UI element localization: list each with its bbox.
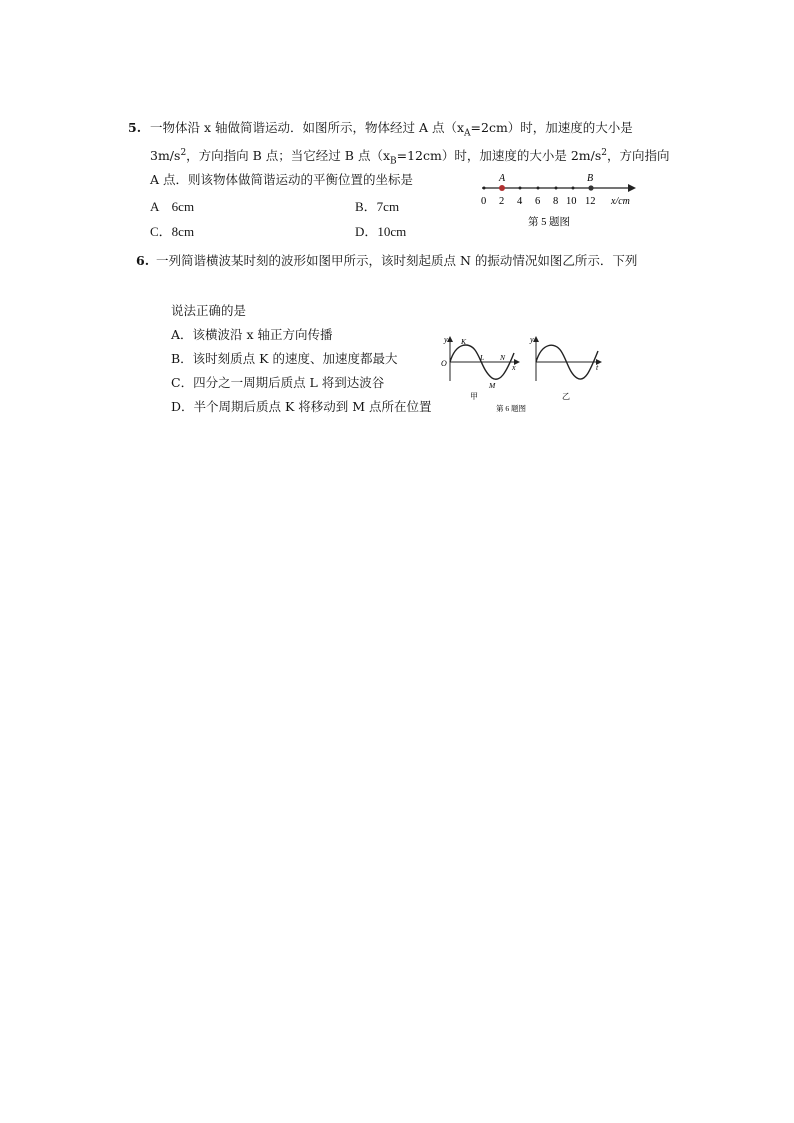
right-t-label: t: [596, 363, 599, 372]
q5-line-1-sub: A: [464, 128, 471, 139]
left-origin-label: O: [441, 359, 447, 368]
graph-jia-label: 甲: [470, 392, 478, 401]
tick-label-2: 2: [499, 196, 505, 207]
q5-number: 5.: [128, 120, 142, 135]
tick-label-4: 4: [517, 196, 523, 207]
q5-line-2: [150, 146, 670, 167]
tick-label-12: 12: [585, 196, 596, 207]
q5-line-2-d: ，方向指向: [607, 148, 670, 163]
q6-line-1: 一列简谐横波某时刻的波形如图甲所示，该时刻起质点 N 的振动情况如图乙所示．下列: [156, 253, 638, 268]
axis-arrow-icon: [628, 184, 636, 192]
left-y-label: y: [444, 335, 448, 344]
q5-option-a[interactable]: A 6cm: [150, 199, 195, 214]
q6-option-a[interactable]: A．该横波沿 x 轴正方向传播: [171, 327, 333, 342]
q5-line-2-b: ，方向指向 B 点；当它经过 B 点（x: [186, 148, 390, 163]
q5-line-1-text: 一物体沿 x 轴做简谐运动．如图所示，物体经过 A 点（x: [150, 120, 465, 135]
axis-unit-label: x/cm: [611, 196, 630, 207]
left-x-label: x: [512, 363, 516, 372]
q6-option-d[interactable]: D．半个周期后质点 K 将移动到 M 点所在位置: [171, 399, 432, 414]
q6-number: 6.: [136, 253, 150, 268]
figure-5-caption: 第 5 题图: [528, 217, 570, 228]
tick-label-10: 10: [566, 196, 577, 207]
q6-option-b[interactable]: B．该时刻质点 K 的速度、加速度都最大: [171, 351, 398, 366]
q6-line-2: 说法正确的是: [171, 303, 247, 318]
q5-line-2-sub: B: [390, 156, 397, 167]
q5-option-d[interactable]: D．10cm: [355, 224, 407, 239]
q6-option-c[interactable]: C．四分之一周期后质点 L 将到达波谷: [171, 375, 385, 390]
q5-line-2-a: 3m/s: [150, 148, 181, 163]
q5-number-line-figure: [470, 168, 640, 230]
q6-wave-figures: [436, 333, 616, 415]
wave-graph-right: [529, 335, 602, 401]
q5-option-c[interactable]: C．8cm: [150, 224, 195, 239]
tick-label-8: 8: [553, 196, 559, 207]
right-y-label: y: [530, 335, 534, 344]
point-k-label: K: [461, 337, 467, 346]
q5-sup-1: 2: [180, 147, 187, 158]
q5-line-2-c: =12cm）时，加速度的大小是 2m/s: [396, 148, 602, 163]
wave-graph-left: [441, 335, 520, 401]
q5-sup-2: 2: [601, 147, 607, 158]
point-a-label: A: [499, 173, 506, 184]
q5-line-3: A 点．则该物体做简谐运动的平衡位置的坐标是: [150, 172, 414, 187]
graph-yi-label: 乙: [562, 392, 570, 401]
tick-label-6: 6: [535, 196, 541, 207]
q5-line-1-tail: =2cm）时，加速度的大小是: [470, 120, 633, 135]
tick-label-0: 0: [481, 196, 487, 207]
point-l-label: L: [480, 353, 485, 362]
q5-option-b[interactable]: B．7cm: [355, 199, 400, 214]
figure-6-caption: 第 6 题图: [496, 404, 526, 413]
point-n-label: N: [500, 353, 506, 362]
point-m-label: M: [489, 381, 496, 390]
point-b-label: B: [587, 173, 594, 184]
q5-line-1: [150, 118, 633, 139]
